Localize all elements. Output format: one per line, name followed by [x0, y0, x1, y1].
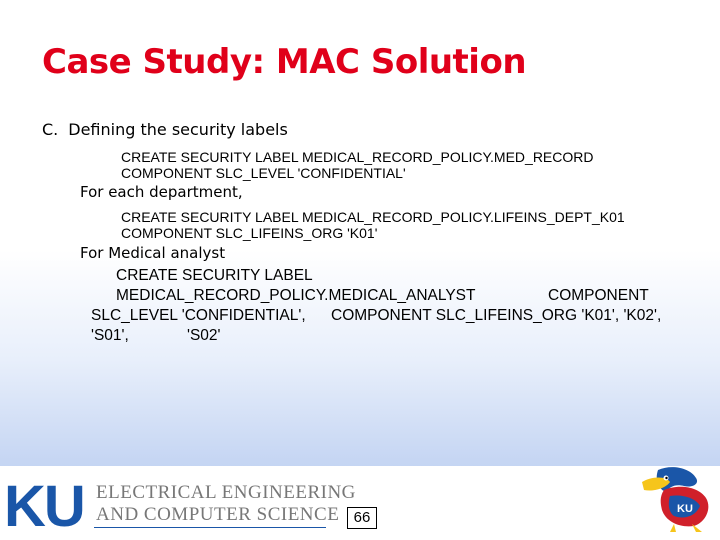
statement-1-line-1: CREATE SECURITY LABEL MEDICAL_RECORD_POLICY.MED_RECORD — [121, 149, 594, 165]
department-name — [96, 482, 356, 526]
statement-1 — [121, 149, 594, 181]
statement-2-line-1: CREATE SECURITY LABEL MEDICAL_RECORD_POLICY.LIFEINS_DEPT_K01 — [121, 209, 625, 225]
statement-3-line-3a: SLC_LEVEL 'CONFIDENTIAL', — [91, 307, 306, 324]
department-underline — [94, 527, 326, 528]
slide-title: Case Study: MAC Solution — [42, 42, 527, 82]
statement-3-line-4a: 'S01', — [91, 327, 129, 344]
department-line-2: AND COMPUTER SCIENCE — [96, 504, 340, 525]
heading-text: Defining the security labels — [68, 120, 288, 139]
page-number: 66 — [347, 507, 377, 529]
statement-2-line-2: COMPONENT SLC_LIFEINS_ORG 'K01' — [121, 225, 378, 241]
statement-3-line-2a: MEDICAL_RECORD_POLICY.MEDICAL_ANALYST — [116, 287, 476, 304]
label-department: For each department, — [80, 183, 243, 201]
mascot-ku-text: KU — [677, 503, 693, 515]
statement-3-line-1: CREATE SECURITY LABEL — [116, 267, 313, 284]
section-heading — [42, 120, 288, 139]
department-line-1: ELECTRICAL ENGINEERING — [96, 482, 356, 503]
statement-1-line-2: COMPONENT SLC_LEVEL 'CONFIDENTIAL' — [121, 165, 406, 181]
heading-marker: C. — [42, 120, 59, 139]
ku-logo: KU — [4, 474, 84, 539]
jayhawk-mascot-icon — [640, 466, 716, 532]
statement-3-line-4b: 'S02' — [187, 327, 221, 344]
statement-3-line-2b: COMPONENT — [548, 287, 649, 304]
label-analyst: For Medical analyst — [80, 244, 226, 262]
statement-3-line-3b: COMPONENT SLC_LIFEINS_ORG 'K01', 'K02', — [331, 307, 662, 324]
statement-2 — [121, 209, 625, 241]
